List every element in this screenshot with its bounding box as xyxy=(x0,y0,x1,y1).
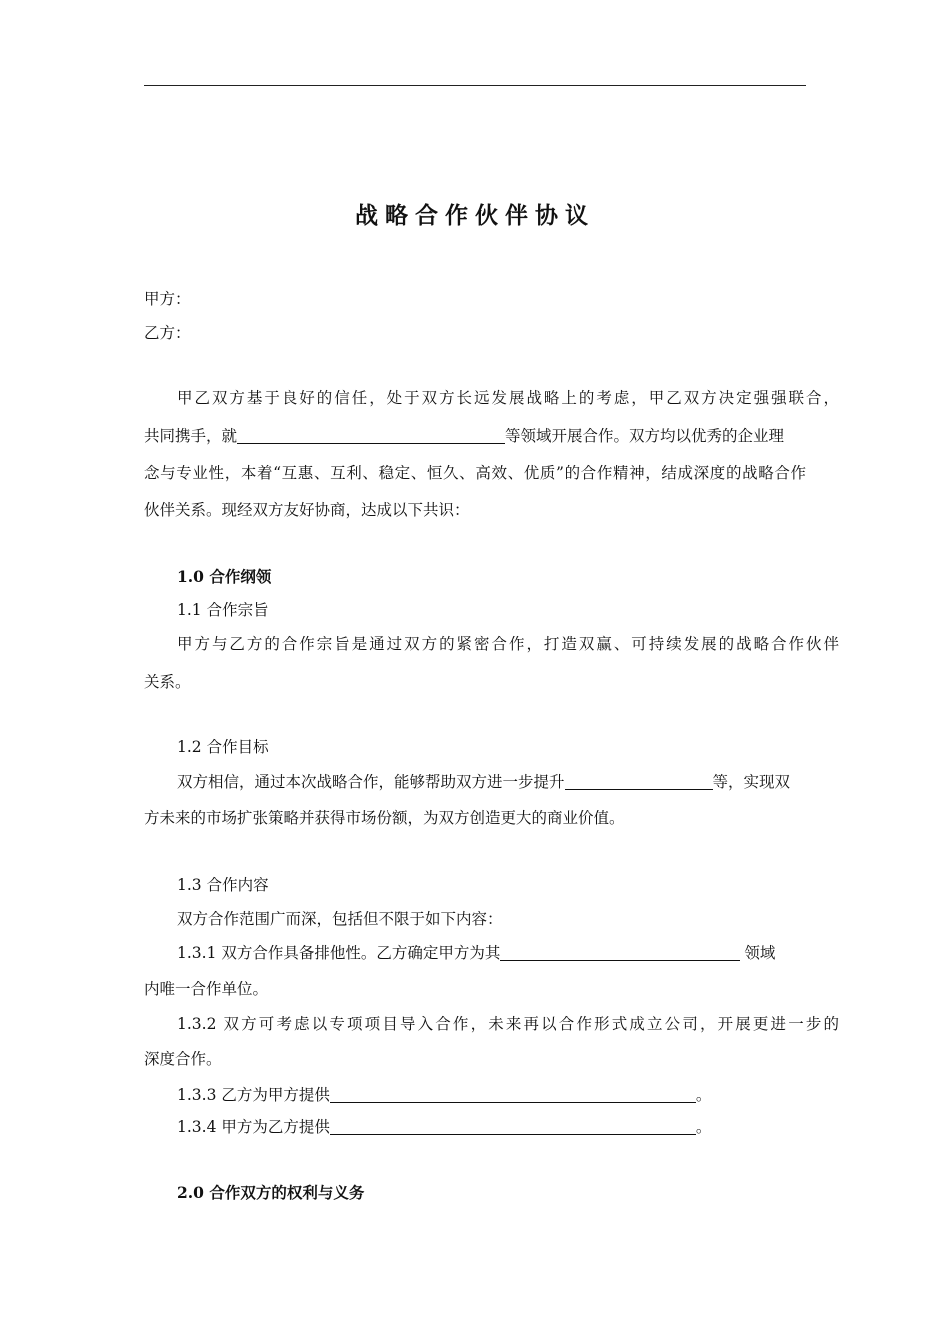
section-1-3-1-line-1 xyxy=(144,936,839,970)
fill-in-blank-field[interactable] xyxy=(500,942,740,961)
section-1-2-line-2: 方未来的市场扩张策略并获得市场份额，为双方创造更大的商业价值。 xyxy=(144,809,625,827)
section-1-3-intro: 双方合作范围广而深，包括但不限于如下内容： xyxy=(177,910,503,928)
intro-line-1: 甲乙双方基于良好的信任，处于双方长远发展战略上的考虑，甲乙双方决定强强联合， xyxy=(177,389,839,407)
intro-line-4: 伙伴关系。现经双方友好协商，达成以下共识： xyxy=(144,501,470,519)
section-1-3-3-end: 。 xyxy=(695,1086,712,1104)
section-2-heading: 2.0 合作双方的权利与义务 xyxy=(177,1183,365,1202)
party-b-label: 乙方： xyxy=(144,324,191,342)
fill-in-blank-field[interactable] xyxy=(330,1084,696,1103)
section-1-2-line-1-start: 双方相信，通过本次战略合作，能够帮助双方进一步提升 xyxy=(177,773,565,791)
fill-in-blank-field[interactable] xyxy=(330,1116,696,1135)
section-1-heading: 1.0 合作纲领 xyxy=(177,567,272,586)
section-1-2-line-1 xyxy=(144,765,839,799)
fill-in-blank-field[interactable] xyxy=(565,771,713,790)
section-1-3-1-start: 1.3.1 双方合作具备排他性。乙方确定甲方为其 xyxy=(177,944,501,962)
section-1-2-line-1-end: 等，实现双 xyxy=(712,773,791,791)
fill-in-blank-field[interactable] xyxy=(237,425,505,444)
party-a-label: 甲方： xyxy=(144,290,191,308)
section-1-3-1-end: 领域 xyxy=(744,944,776,962)
intro-line-2-start: 共同携手，就 xyxy=(144,427,238,445)
section-1-1-line-1: 甲方与乙方的合作宗旨是通过双方的紧密合作，打造双赢、可持续发展的战略合作伙伴 xyxy=(177,635,839,653)
section-1-3-heading: 1.3 合作内容 xyxy=(177,876,269,894)
intro-line-2 xyxy=(144,419,806,453)
section-1-3-3-start: 1.3.3 乙方为甲方提供 xyxy=(177,1086,330,1104)
section-1-3-3-line xyxy=(144,1078,839,1112)
intro-line-2-end: 等领域开展合作。双方均以优秀的企业理 xyxy=(505,427,785,445)
section-1-3-4-start: 1.3.4 甲方为乙方提供 xyxy=(177,1118,330,1136)
section-1-3-1-line-2: 内唯一合作单位。 xyxy=(144,980,269,998)
intro-line-3: 念与专业性，本着“互惠、互利、稳定、恒久、高效、优质”的合作精神，结成深度的战略合作 xyxy=(144,464,806,482)
section-1-1-line-2: 关系。 xyxy=(144,673,191,691)
section-1-3-4-end: 。 xyxy=(695,1118,712,1136)
section-1-3-4-line xyxy=(144,1110,839,1144)
header-rule xyxy=(144,85,806,86)
document-title: 战略合作伙伴协议 xyxy=(355,203,595,229)
section-1-3-2-line-2: 深度合作。 xyxy=(144,1050,222,1068)
section-1-2-heading: 1.2 合作目标 xyxy=(177,738,269,756)
section-1-3-2-line-1: 1.3.2 双方可考虑以专项项目导入合作，未来再以合作形式成立公司，开展更进一步的 xyxy=(177,1015,839,1033)
section-1-1-heading: 1.1 合作宗旨 xyxy=(177,601,269,619)
